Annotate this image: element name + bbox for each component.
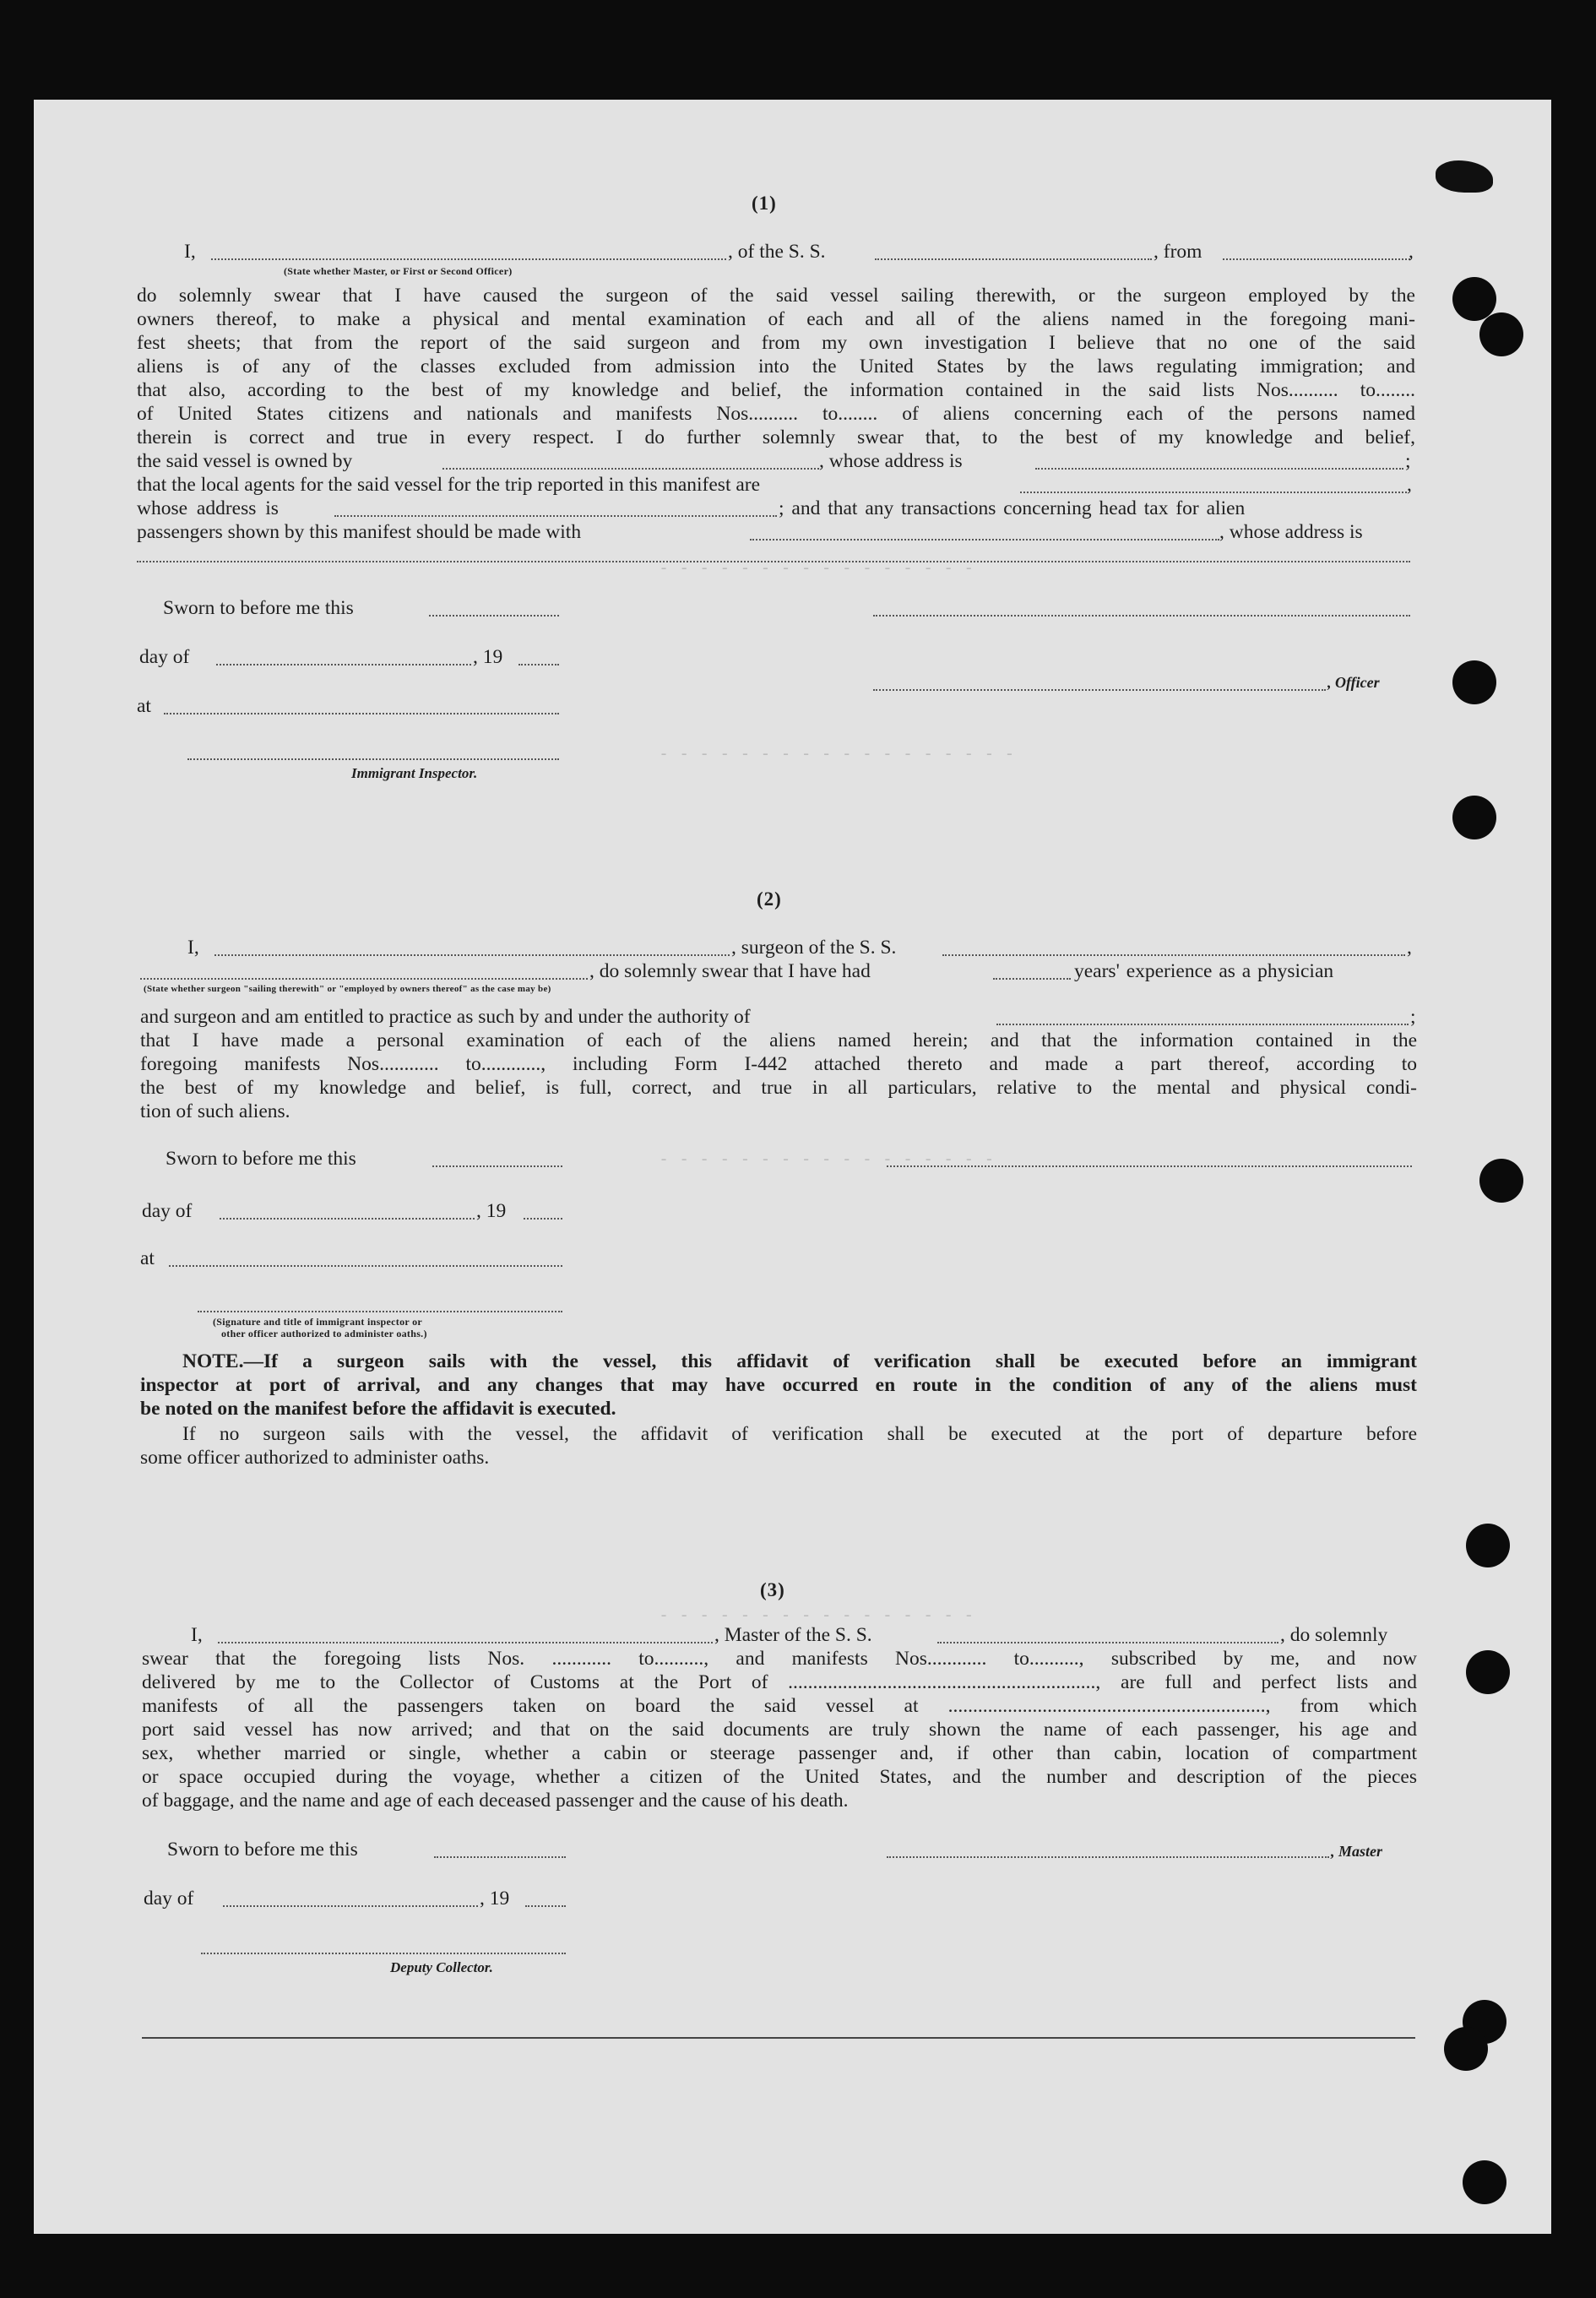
body-line: manifests of all the passengers taken on board the said vessel at ................................................................, from which bbox=[142, 1695, 1417, 1717]
agents-label: that the local agents for the said vessel for the trip reported in this manifest are bbox=[137, 474, 761, 496]
body-line: or space occupied during the voyage, whether a citizen of the United States, and the number and description of the pieces bbox=[142, 1766, 1417, 1788]
i-label: I, bbox=[191, 1624, 203, 1646]
signature-field[interactable] bbox=[873, 615, 1410, 617]
collector-signature-field[interactable] bbox=[201, 1953, 566, 1954]
year-field[interactable] bbox=[524, 1218, 562, 1220]
surgeon-note: (State whether surgeon "sailing therewith" or "employed by owners thereof" as the case may be) bbox=[144, 984, 551, 994]
authority-text: and surgeon and am entitled to practice as such by and under the authority of bbox=[140, 1006, 751, 1028]
punch-hole bbox=[1463, 2160, 1506, 2204]
month-field[interactable] bbox=[220, 1218, 475, 1220]
agents-field[interactable] bbox=[1020, 492, 1407, 493]
vessel-name-field[interactable] bbox=[875, 258, 1152, 260]
at-label: at bbox=[137, 695, 151, 717]
collector-caption: Deputy Collector. bbox=[390, 1959, 493, 1975]
comma: , bbox=[1409, 241, 1414, 263]
punch-hole bbox=[1452, 277, 1496, 321]
body-line: that also, according to the best of my knowledge and belief, the information contained in the said lists Nos.......... to........ bbox=[137, 379, 1415, 401]
authority-field[interactable] bbox=[996, 1024, 1409, 1025]
punch-hole bbox=[1479, 1159, 1523, 1203]
punch-hole bbox=[1452, 796, 1496, 839]
sworn-label: Sworn to before me this bbox=[163, 597, 354, 619]
experience-text: years' experience as a physician bbox=[1074, 960, 1334, 982]
semicolon: ; bbox=[1405, 450, 1411, 472]
place-field[interactable] bbox=[169, 1265, 562, 1267]
body-line: of United States citizens and nationals and manifests Nos.......... to........ of aliens concerning each of the persons named bbox=[137, 403, 1415, 425]
from-port-field[interactable] bbox=[1223, 258, 1410, 260]
master-of-ss-label: , Master of the S. S. bbox=[714, 1624, 872, 1646]
sworn-date-field[interactable] bbox=[432, 1165, 562, 1167]
body-line: of baggage, and the name and age of each deceased passenger and the cause of his death. bbox=[142, 1790, 849, 1812]
body-line: foregoing manifests Nos............ to............, including Form I-442 attached thereto and made a part thereof, according to bbox=[140, 1053, 1417, 1075]
head-tax-text: ; and that any transactions concerning head tax for alien bbox=[779, 497, 1246, 519]
vessel-name-field[interactable] bbox=[942, 954, 1405, 956]
bleed-through: - - - - - - - - - - - - - - - - bbox=[659, 557, 974, 578]
bleed-through: - - - - - - - - - - - - - - - - - bbox=[659, 1149, 995, 1169]
semicolon: ; bbox=[1410, 1006, 1416, 1028]
section-3-number: (3) bbox=[760, 1579, 785, 1600]
note-line: inspector at port of arrival, and any changes that may have occurred en route in the condition of any of the aliens must bbox=[140, 1374, 1417, 1396]
bleed-through: - - - - - - - - - - - - - - - - bbox=[659, 1605, 974, 1625]
punch-hole bbox=[1466, 1524, 1510, 1567]
master-name-field[interactable] bbox=[218, 1642, 713, 1643]
section-1-number: (1) bbox=[752, 193, 777, 214]
note-line: If no surgeon sails with the vessel, the affidavit of verification shall be executed at the port of departure before bbox=[182, 1423, 1417, 1445]
note-line: NOTE.—If a surgeon sails with the vessel, this affidavit of verification shall be executed before an immigrant bbox=[182, 1350, 1417, 1372]
comma: , bbox=[1407, 474, 1412, 496]
comma: , bbox=[1407, 937, 1412, 959]
day-of-label: day of bbox=[144, 1888, 194, 1910]
sworn-date-field[interactable] bbox=[434, 1856, 566, 1858]
body-line: sex, whether married or single, whether a cabin or steerage passenger and, if other than cabin, location of compartment bbox=[142, 1742, 1417, 1764]
body-line: aliens is of any of the classes excluded from admission into the United States by the laws regulating immigration; and bbox=[137, 356, 1415, 378]
year-field[interactable] bbox=[518, 664, 559, 665]
year-field[interactable] bbox=[525, 1905, 566, 1907]
body-line: therein is correct and true in every respect. I do further solemnly swear that, to the best of my knowledge and belief, bbox=[137, 426, 1415, 448]
do-solemnly-label: , do solemnly bbox=[1280, 1624, 1388, 1646]
body-line: port said vessel has now arrived; and that on the said documents are truly shown the name of each passenger, his age and bbox=[142, 1719, 1417, 1741]
sworn-date-field[interactable] bbox=[429, 615, 559, 617]
body-line: fest sheets; that from the report of the said surgeon and from my own investigation I believe that no one of the said bbox=[137, 332, 1415, 354]
i-label: I, bbox=[187, 937, 199, 959]
body-line: swear that the foregoing lists Nos. ............ to.........., and manifests Nos............ to.........., subscribed by me, and now bbox=[142, 1648, 1417, 1670]
year-label: , 19 bbox=[476, 1200, 507, 1222]
whose-address-label: whose address is bbox=[137, 497, 279, 519]
year-label: , 19 bbox=[480, 1888, 510, 1910]
body-line: that I have made a personal examination of each of the aliens named herein; and that the information contained in the bbox=[140, 1029, 1417, 1051]
master-label: , Master bbox=[1331, 1843, 1383, 1860]
at-label: at bbox=[140, 1247, 155, 1269]
whose-address-label: , whose address is bbox=[1219, 521, 1363, 543]
punch-hole bbox=[1452, 660, 1496, 704]
years-field[interactable] bbox=[993, 978, 1071, 980]
body-line: owners thereof, to make a physical and mental examination of each and all of the aliens named in the foregoing mani- bbox=[137, 308, 1415, 330]
bottom-rule bbox=[142, 2037, 1415, 2039]
of-the-ss-label: , of the S. S. bbox=[728, 241, 826, 263]
inspector-signature-field[interactable] bbox=[187, 758, 559, 760]
rank-note: (State whether Master, or First or Second Officer) bbox=[284, 265, 513, 277]
passengers-text: passengers shown by this manifest should be made with bbox=[137, 521, 582, 543]
officer-label: , Officer bbox=[1327, 674, 1380, 691]
surgeon-of-ss-label: , surgeon of the S. S. bbox=[731, 937, 897, 959]
signature-caption: other officer authorized to administer oaths.) bbox=[221, 1328, 427, 1339]
inspector-signature-field[interactable] bbox=[198, 1311, 562, 1312]
surgeon-name-field[interactable] bbox=[214, 954, 730, 956]
section-2-number: (2) bbox=[757, 888, 782, 910]
place-field[interactable] bbox=[164, 713, 559, 714]
sworn-label: Sworn to before me this bbox=[166, 1148, 356, 1170]
month-field[interactable] bbox=[216, 664, 471, 665]
owner-field[interactable] bbox=[442, 468, 819, 470]
body-line: do solemnly swear that I have caused the surgeon of the said vessel sailing therewith, or the surgeon employed by the bbox=[137, 285, 1415, 307]
signature-caption: (Signature and title of immigrant inspector or bbox=[213, 1316, 423, 1328]
sworn-label: Sworn to before me this bbox=[167, 1839, 358, 1861]
master-signature-field[interactable] bbox=[887, 1856, 1329, 1858]
owner-address-field[interactable] bbox=[1035, 468, 1403, 470]
year-label: , 19 bbox=[473, 646, 503, 668]
owned-by-label: the said vessel is owned by bbox=[137, 450, 353, 472]
day-of-label: day of bbox=[142, 1200, 193, 1222]
surgeon-signature-field[interactable] bbox=[887, 1165, 1412, 1167]
body-line: delivered by me to the Collector of Customs at the Port of .............................................................., are full and perfect lists and bbox=[142, 1671, 1417, 1693]
punch-hole bbox=[1444, 2027, 1488, 2071]
body-line: tion of such aliens. bbox=[140, 1100, 290, 1122]
punch-hole bbox=[1479, 312, 1523, 356]
day-of-label: day of bbox=[139, 646, 190, 668]
inspector-caption: Immigrant Inspector. bbox=[351, 765, 478, 781]
note-line: some officer authorized to administer oaths. bbox=[140, 1447, 490, 1469]
agent-address-field[interactable] bbox=[334, 515, 777, 517]
swear-text: , do solemnly swear that I have had bbox=[589, 960, 871, 982]
surgeon-status-field[interactable] bbox=[140, 978, 588, 980]
note-line: be noted on the manifest before the affidavit is executed. bbox=[140, 1398, 616, 1420]
officer-name-field[interactable] bbox=[211, 258, 726, 260]
officer-field[interactable] bbox=[873, 689, 1326, 691]
whose-address-label: , whose address is bbox=[819, 450, 963, 472]
head-tax-agent-address-field[interactable] bbox=[137, 561, 1410, 562]
from-label: , from bbox=[1154, 241, 1202, 263]
bleed-through: - - - - - - - - - - - - - - - - - - bbox=[659, 743, 1015, 763]
vessel-name-field[interactable] bbox=[937, 1642, 1278, 1643]
body-line: the best of my knowledge and belief, is full, correct, and true in all particulars, relative to the mental and physical condi- bbox=[140, 1077, 1417, 1099]
month-field[interactable] bbox=[223, 1905, 478, 1907]
head-tax-agent-field[interactable] bbox=[750, 539, 1219, 541]
punch-hole bbox=[1466, 1650, 1510, 1694]
i-label: I, bbox=[184, 241, 196, 263]
